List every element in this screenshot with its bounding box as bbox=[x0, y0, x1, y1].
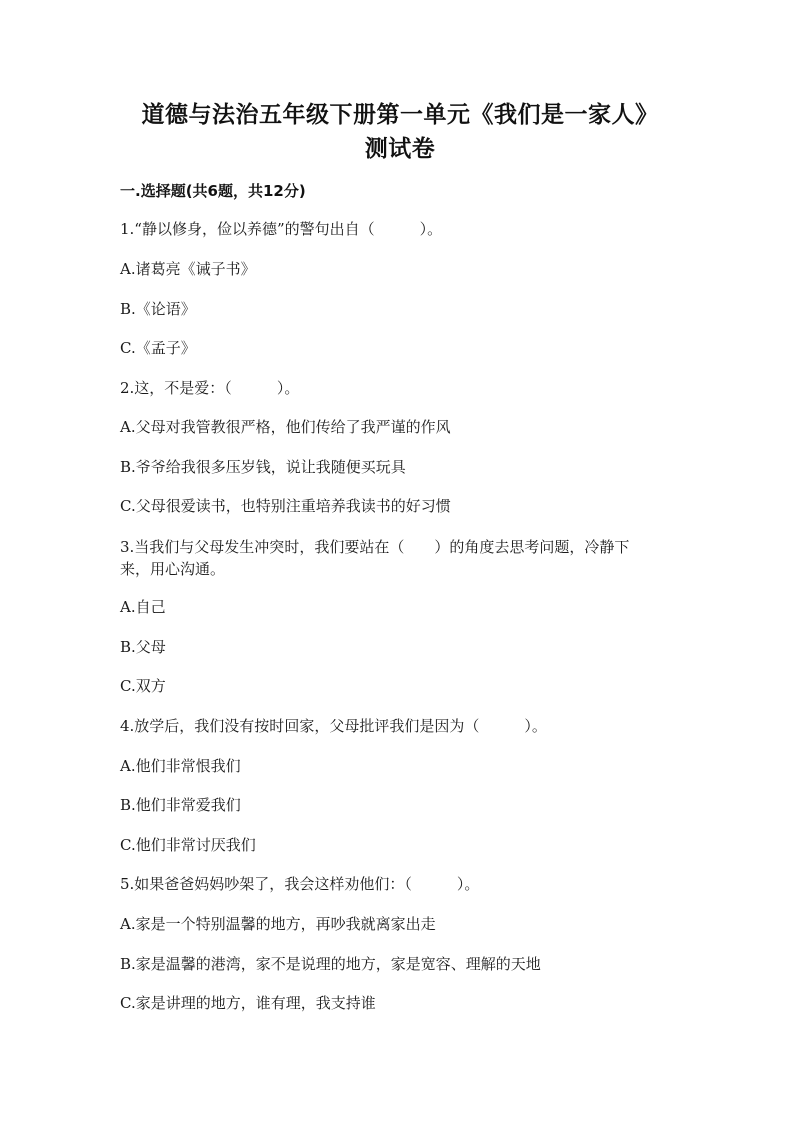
answer-option: C.《孟子》 bbox=[120, 339, 196, 357]
answer-option: A.诸葛亮《诫子书》 bbox=[120, 260, 256, 278]
answer-option: A.自己 bbox=[120, 598, 166, 616]
answer-option: A.家是一个特别温馨的地方，再吵我就离家出走 bbox=[120, 915, 436, 933]
page-title: 道德与法治五年级下册第一单元《我们是一家人》 bbox=[141, 101, 659, 128]
answer-option: B.父母 bbox=[120, 638, 166, 656]
answer-option: A.他们非常恨我们 bbox=[120, 757, 241, 775]
question-stem: 1.“静以修身，俭以养德”的警句出自（ ）。 bbox=[120, 220, 443, 238]
section-heading: 一.选择题(共6题，共12分) bbox=[120, 182, 306, 200]
question-stem: 2.这，不是爱：（ ）。 bbox=[120, 379, 300, 397]
answer-option: B.《论语》 bbox=[120, 300, 196, 318]
question-stem-continuation: 来，用心沟通。 bbox=[120, 560, 226, 578]
question-stem: 3.当我们与父母发生冲突时，我们要站在（ ）的角度去思考问题，冷静下 bbox=[120, 538, 630, 556]
answer-option: C.双方 bbox=[120, 677, 166, 695]
answer-option: A.父母对我管教很严格，他们传给了我严谨的作风 bbox=[120, 418, 451, 436]
page-subtitle: 测试卷 bbox=[364, 135, 436, 162]
answer-option: C.父母很爱读书，也特别注重培养我读书的好习惯 bbox=[120, 497, 451, 515]
answer-option: B.他们非常爱我们 bbox=[120, 796, 241, 814]
answer-option: B.家是温馨的港湾，家不是说理的地方，家是宽容、理解的天地 bbox=[120, 955, 541, 973]
answer-option: C.他们非常讨厌我们 bbox=[120, 836, 256, 854]
question-stem: 4.放学后，我们没有按时回家，父母批评我们是因为（ ）。 bbox=[120, 717, 547, 735]
question-stem: 5.如果爸爸妈妈吵架了，我会这样劝他们：（ ）。 bbox=[120, 875, 480, 893]
answer-option: C.家是讲理的地方，谁有理，我支持谁 bbox=[120, 994, 376, 1012]
answer-option: B.爷爷给我很多压岁钱，说让我随便买玩具 bbox=[120, 458, 406, 476]
